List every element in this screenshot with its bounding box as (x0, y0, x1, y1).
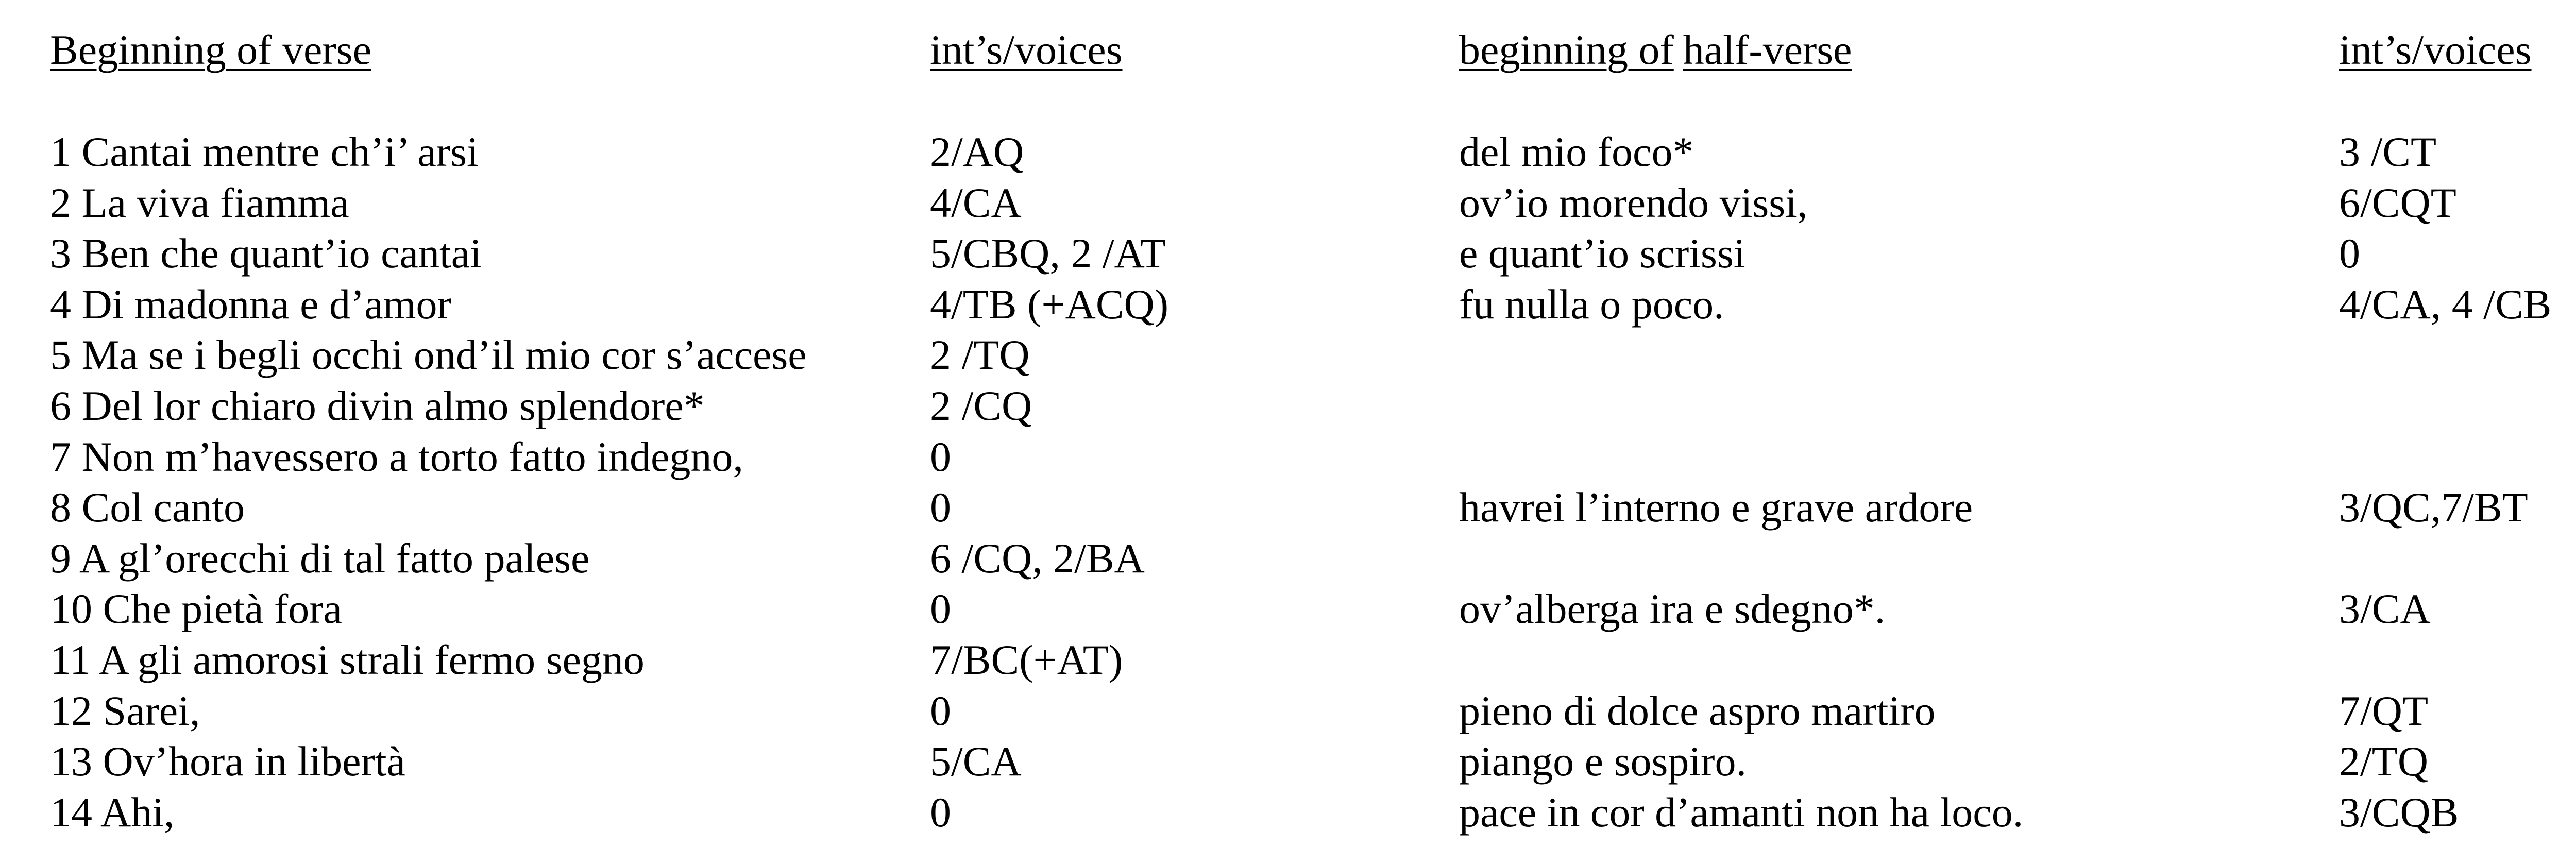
half-verse-text: havrei l’interno e grave ardore (1459, 484, 1973, 531)
verse-text: 3 Ben che quant’io cantai (50, 230, 482, 277)
verse-voices: 6 /CQ, 2/BA (930, 534, 1145, 582)
table-row (0, 228, 2576, 279)
header-half-voices: int’s/voices (2339, 26, 2532, 73)
header-voices: int’s/voices (930, 26, 1123, 73)
half-verse-voices: 3/QC,7/BT (2339, 484, 2528, 531)
table-row (0, 279, 2576, 330)
table-row (0, 178, 2576, 228)
header-half-verse-part2: half-verse (1683, 26, 1852, 73)
half-verse-voices: 3/CQB (2339, 788, 2459, 836)
verse-text: 6 Del lor chiaro divin almo splendore* (50, 382, 705, 429)
half-verse-voices: 7/QT (2339, 687, 2429, 734)
verse-voices: 0 (930, 433, 951, 480)
table-row (0, 686, 2576, 736)
header-beginning-of-verse: Beginning of verse (50, 26, 371, 73)
table-row (0, 635, 2576, 685)
half-verse-voices: 2/TQ (2339, 738, 2429, 785)
table-row (0, 127, 2576, 177)
verse-voices: 0 (930, 484, 951, 531)
verse-voices: 4/CA (930, 179, 1022, 226)
half-verse-voices: 4/CA, 4 /CB (2339, 280, 2552, 328)
half-verse-text: ov’io morendo vissi, (1459, 179, 1808, 226)
table-row (0, 787, 2576, 838)
verse-voices: 4/TB (+ACQ) (930, 280, 1169, 328)
verse-voices: 0 (930, 585, 951, 633)
table-row (0, 533, 2576, 584)
half-verse-text: del mio foco* (1459, 128, 1694, 175)
verse-voices: 2/AQ (930, 128, 1024, 175)
table-row (0, 482, 2576, 533)
verse-text: 4 Di madonna e d’amor (50, 280, 451, 328)
verse-text: 13 Ov’hora in libertà (50, 738, 405, 785)
header-beginning-of-half-verse (1459, 25, 1852, 75)
table-row (0, 432, 2576, 482)
table-row (0, 736, 2576, 787)
half-verse-text: pace in cor d’amanti non ha loco. (1459, 788, 2024, 836)
header-half-verse-part1: beginning of (1459, 26, 1674, 73)
verse-text: 7 Non m’havessero a torto fatto indegno, (50, 433, 743, 480)
verse-voices: 0 (930, 687, 951, 734)
verse-text: 12 Sarei, (50, 687, 200, 734)
table-header (0, 25, 2576, 75)
table-row (0, 330, 2576, 380)
half-verse-text: pieno di dolce aspro martiro (1459, 687, 1936, 734)
verse-voices: 2 /CQ (930, 382, 1032, 429)
verse-voices: 5/CBQ, 2 /AT (930, 230, 1166, 277)
verse-text: 5 Ma se i begli occhi ond’il mio cor s’accese (50, 331, 807, 379)
half-verse-voices: 6/CQT (2339, 179, 2456, 226)
half-verse-text: piango e sospiro. (1459, 738, 1747, 785)
verse-text: 2 La viva fiamma (50, 179, 349, 226)
half-verse-text: e quant’io scrissi (1459, 230, 1745, 277)
half-verse-text: ov’alberga ira e sdegno*. (1459, 585, 1886, 633)
half-verse-text: fu nulla o poco. (1459, 280, 1724, 328)
verse-voices: 0 (930, 788, 951, 836)
verse-text: 9 A gl’orecchi di tal fatto palese (50, 534, 590, 582)
verse-text: 10 Che pietà fora (50, 585, 342, 633)
verse-voices: 5/CA (930, 738, 1022, 785)
table-row (0, 381, 2576, 431)
verse-voices: 2 /TQ (930, 331, 1030, 379)
verse-text: 8 Col canto (50, 484, 245, 531)
half-verse-voices: 3 /CT (2339, 128, 2437, 175)
verse-text: 1 Cantai mentre ch’i’ arsi (50, 128, 479, 175)
verse-voices: 7/BC(+AT) (930, 636, 1123, 683)
table-row (0, 584, 2576, 634)
verse-text: 11 A gli amorosi strali fermo segno (50, 636, 645, 683)
half-verse-voices: 0 (2339, 230, 2360, 277)
half-verse-voices: 3/CA (2339, 585, 2431, 633)
verse-text: 14 Ahi, (50, 788, 175, 836)
